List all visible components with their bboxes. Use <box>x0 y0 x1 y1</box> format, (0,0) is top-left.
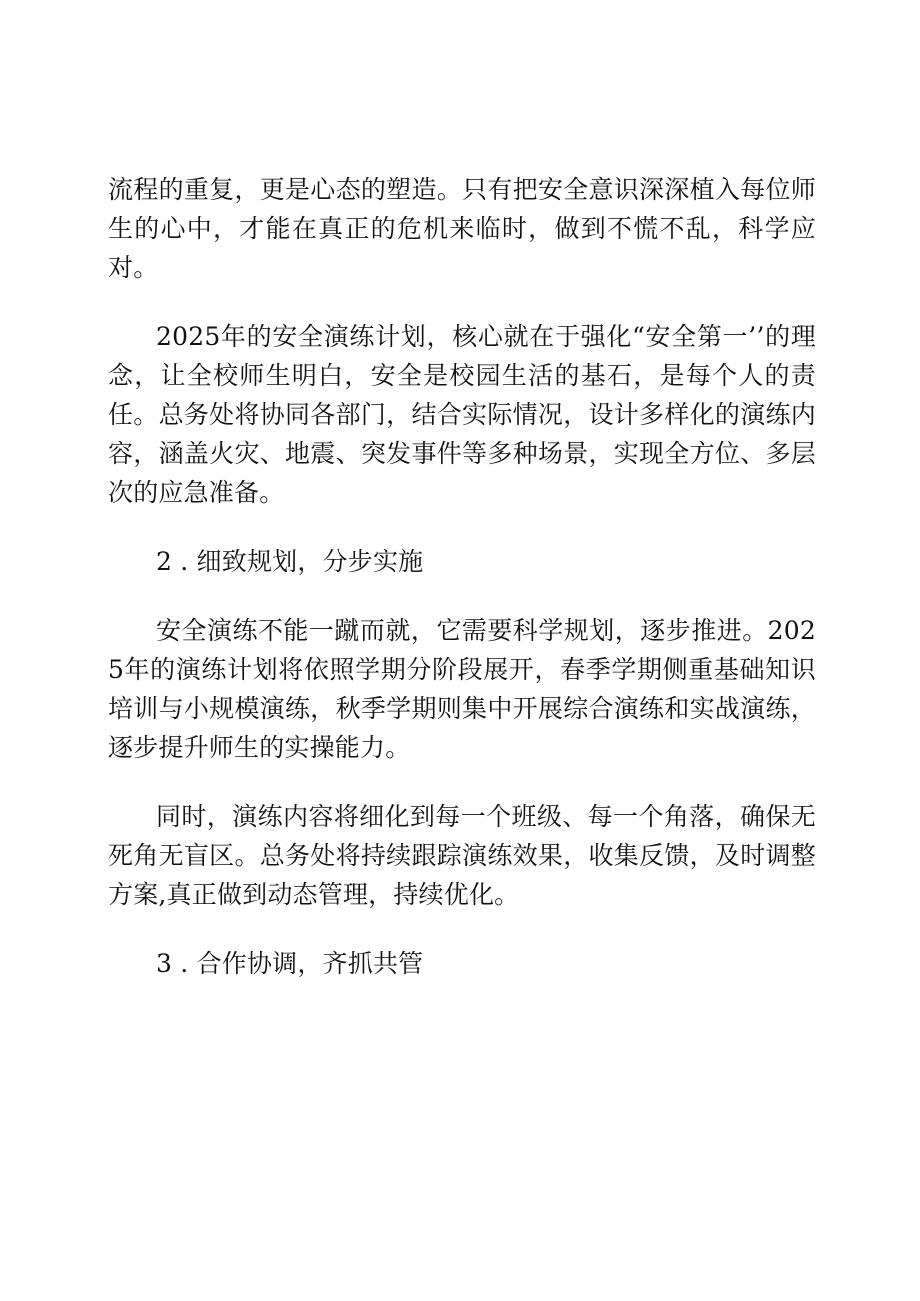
paragraph-dynamic-management: 同时，演练内容将细化到每一个班级、每一个角落，确保无死角无盲区。总务处将持续跟踪演练效果，收集反馈，及时调整方案,真正做到动态管理，持续优化。 <box>108 802 816 909</box>
paragraph-continuation: 流程的重复，更是心态的塑造。只有把安全意识深深植入每位师生的心中，才能在真正的危机来临时，做到不慌不乱，科学应对。 <box>108 175 816 282</box>
document-body <box>108 170 816 983</box>
section-heading-2: 2 . 细致规划，分步实施 <box>156 547 424 576</box>
section-heading-3: 3 . 合作协调，齐抓共管 <box>156 949 424 978</box>
paragraph-step-by-step: 安全演练不能一蹴而就，它需要科学规划，逐步推进。2025年的演练计划将依照学期分阶段展开，春季学期侧重基础知识培训与小规模演练，秋季学期则集中开展综合演练和实战演练，逐步提升师生的实操能力。 <box>108 616 816 762</box>
paragraph-drill-plan-2025: 2025年的安全演练计划，核心就在于强化“安全第一’’的理念，让全校师生明白，安全是校园生活的基石，是每个人的责任。总务处将协同各部门，结合实际情况，设计多样化的演练内容，涵盖火灾、地震、突发事件等多种场景，实现全方位、多层次的应急准备。 <box>108 322 816 507</box>
